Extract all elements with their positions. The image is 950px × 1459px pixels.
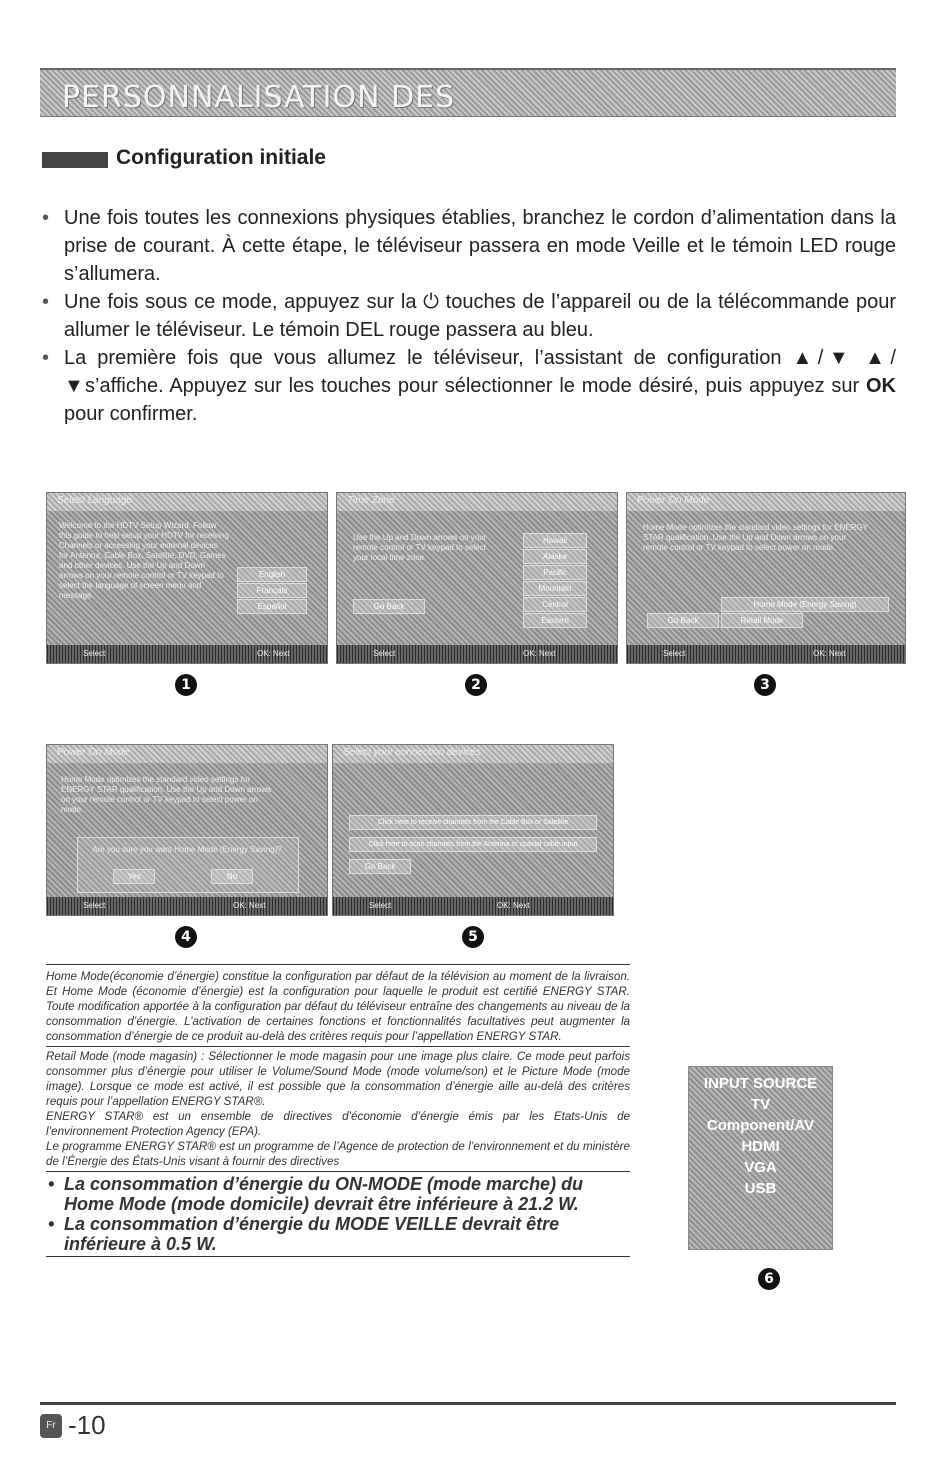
nav-hint: Select (373, 649, 396, 658)
screen-header (47, 745, 327, 763)
go-back-button[interactable]: Go Back (353, 599, 425, 614)
bullet-text: pour confirmer. (64, 403, 198, 425)
step-number: 4 (175, 926, 197, 948)
section-title: Configuration initiale (116, 146, 326, 169)
screen-footer (333, 897, 613, 915)
step-number: 6 (758, 1268, 780, 1290)
list-item (46, 1214, 630, 1254)
no-button[interactable]: No (211, 869, 253, 884)
input-item-hdmi[interactable]: HDMI (741, 1138, 780, 1155)
screen-title: Select your connection devices (343, 747, 481, 758)
option-cable-box[interactable]: Click here to receive channels from the Cable Box or Satellite (349, 815, 597, 830)
ok-key-label: OK (866, 375, 896, 397)
power-consumption-list (46, 1174, 630, 1254)
go-back-button[interactable]: Go Back (647, 613, 719, 628)
bullet-text: touches de l’appareil ou de la télécommande pour allumer le téléviseur. Le témoin DEL rouge passera au bleu. (64, 291, 896, 341)
nav-hint: Select (369, 901, 392, 910)
next-hint: OK: Next (257, 649, 290, 658)
note-energy-star: ENERGY STAR® est un ensemble de directives d’économie d’énergie émis par les Etats-Unis de l’environnement Protection Agency (EPA). (46, 1110, 630, 1138)
bullet-text: La première fois que vous allumez le téléviseur, l’assistant de configuration ▲/▼ ▲/▼s’affiche. Appuyez sur les touches pour sélectionner le mode désiré, puis appuyez sur (64, 347, 896, 397)
screen-time-zone (336, 492, 618, 664)
input-item-component[interactable]: Component/AV (706, 1117, 815, 1134)
section-marker (42, 152, 108, 168)
screen-footer (337, 645, 617, 663)
input-item-vga[interactable]: VGA (744, 1159, 777, 1176)
screen-text: Welcome to the HDTV Setup Wizard. Follow this guide to help setup your HDTV for receiving Channels or accessing your external devices for Antenna, Cable Box, Satellite, DVD, Games and other devices. Use the Up and Down arrows on your remote control or TV keypad to select the language of screen menu and message. (59, 521, 229, 600)
screen-footer (47, 645, 327, 663)
list-item (40, 344, 896, 428)
list-item (46, 1174, 630, 1214)
next-hint: OK: Next (497, 901, 530, 910)
screen-header (337, 493, 617, 511)
option-pacific[interactable]: Pacific (523, 565, 587, 580)
go-back-button[interactable]: Go Back (349, 859, 411, 874)
nav-hint: Select (83, 901, 106, 910)
step-number: 3 (754, 674, 776, 696)
power-icon: ⏻ (423, 291, 439, 313)
next-hint: OK: Next (523, 649, 556, 658)
screen-footer (47, 897, 327, 915)
footer-divider (40, 1402, 896, 1405)
option-francais[interactable]: Français (237, 583, 307, 598)
input-item-usb[interactable]: USB (744, 1180, 777, 1197)
page-title: PERSONNALISATION DES (62, 80, 456, 115)
option-english[interactable]: English (237, 567, 307, 582)
screen-title: Power On Mode (57, 747, 130, 758)
nav-hint: Select (83, 649, 106, 658)
screen-header (333, 745, 613, 763)
nav-hint: Select (663, 649, 686, 658)
yes-button[interactable]: Yes (113, 869, 155, 884)
step-number: 5 (462, 926, 484, 948)
option-central[interactable]: Central (523, 597, 587, 612)
option-hawaii[interactable]: Hawaii (523, 533, 587, 548)
note-programme: Le programme ENERGY STAR® est un programme de l’Agence de protection de l’environnement et du ministère de l’Énergie des États-Unis visant à fournir des directives (46, 1140, 630, 1168)
option-espanol[interactable]: Español (237, 599, 307, 614)
screen-text: Use the Up and Down arrows on your remote control or TV keypad to select your local time zone. (353, 533, 487, 562)
screen-text: Home Mode optimizes the standard video settings for ENERGY STAR qualification. Use the Up and Down arrows on your remote control or TV keypad to select power on mode. (61, 775, 272, 814)
input-item-tv[interactable]: TV (750, 1096, 771, 1113)
list-item (40, 204, 896, 288)
instruction-list (40, 204, 896, 428)
screen-select-language (46, 492, 328, 664)
list-item (40, 288, 896, 344)
divider (46, 1171, 630, 1172)
option-mountain[interactable]: Mountain (523, 581, 587, 596)
screen-title: Time Zone (347, 495, 395, 506)
consumption-standby: La consommation d’énergie du MODE VEILLE devrait être inférieure à 0.5 W. (64, 1214, 560, 1254)
input-source-menu (688, 1066, 833, 1250)
option-alaska[interactable]: Alaska (523, 549, 587, 564)
screen-header (627, 493, 905, 511)
header-bar (40, 68, 896, 117)
screen-title: Power On Mode (637, 495, 710, 506)
option-retail-mode[interactable]: Retail Mode (721, 613, 803, 628)
screen-title: Select Language (57, 495, 133, 506)
screen-footer (627, 645, 905, 663)
input-source-title: INPUT SOURCE (703, 1075, 818, 1092)
notes-box (46, 964, 630, 1259)
consumption-on-mode: La consommation d’énergie du ON-MODE (mode marche) du Home Mode (mode domicile) devrait être inférieure à 21.2 W. (64, 1174, 584, 1214)
option-eastern[interactable]: Eastern (523, 613, 587, 628)
dialog-text: Are you sure you want Home Mode (Energy Saving)? (92, 845, 282, 854)
note-home-mode: Home Mode(économie d’énergie) constitue la configuration par défaut de la télévision au moment de la livraison. Et Home Mode (économie d’énergie) est la configuration pour laquelle le produit est certifié ENERGY STAR. Toute modification apportée à la configuration par défaut du téléviseur entraîne des changements au niveau de la consommation d’énergie. L’activation de certaines fonctions et fonctionnalités facultatives peut augmenter la consommation d’énergie de ce produit au-delà des critères requis pour l’appellation ENERGY STAR. (46, 970, 630, 1043)
screen-header (47, 493, 327, 511)
language-badge: Fr (40, 1414, 62, 1438)
option-home-mode[interactable]: Home Mode (Energy Saving) (721, 597, 889, 612)
step-number: 1 (175, 674, 197, 696)
page-number: -10 (68, 1410, 106, 1440)
screen-select-connection (332, 744, 614, 916)
bullet-text: Une fois sous ce mode, appuyez sur la (64, 291, 424, 313)
option-antenna[interactable]: Click here to scan channels from the Antenna or coaxial cable input (349, 837, 597, 852)
screen-text: Home Mode optimizes the standard video settings for ENERGY STAR qualification. Use the Up and Down arrows on your remote control or TV keypad to select power on mode. (643, 523, 868, 552)
divider (46, 1256, 630, 1257)
bullet-text: Une fois toutes les connexions physiques établies, branchez le cordon d’alimentation dans la prise de courant. À cette étape, le téléviseur passera en mode Veille et le témoin LED rouge s’allumera. (64, 207, 896, 285)
step-number: 2 (465, 674, 487, 696)
screen-power-on-mode (626, 492, 906, 664)
note-retail-mode: Retail Mode (mode magasin) : Sélectionner le mode magasin pour une image plus claire. Ce mode peut parfois consommer plus d’énergie pour utiliser le Volume/Sound Mode (mode volume/son) et le Picture Mode (mode image). Lorsque ce mode est activé, il est possible que la consommation d’énergie aille au-delà des critères requis pour l’appellation ENERGY STAR®. (46, 1050, 630, 1108)
screen-power-on-mode-confirm (46, 744, 328, 916)
divider (46, 1046, 630, 1047)
next-hint: OK: Next (813, 649, 846, 658)
next-hint: OK: Next (233, 901, 266, 910)
